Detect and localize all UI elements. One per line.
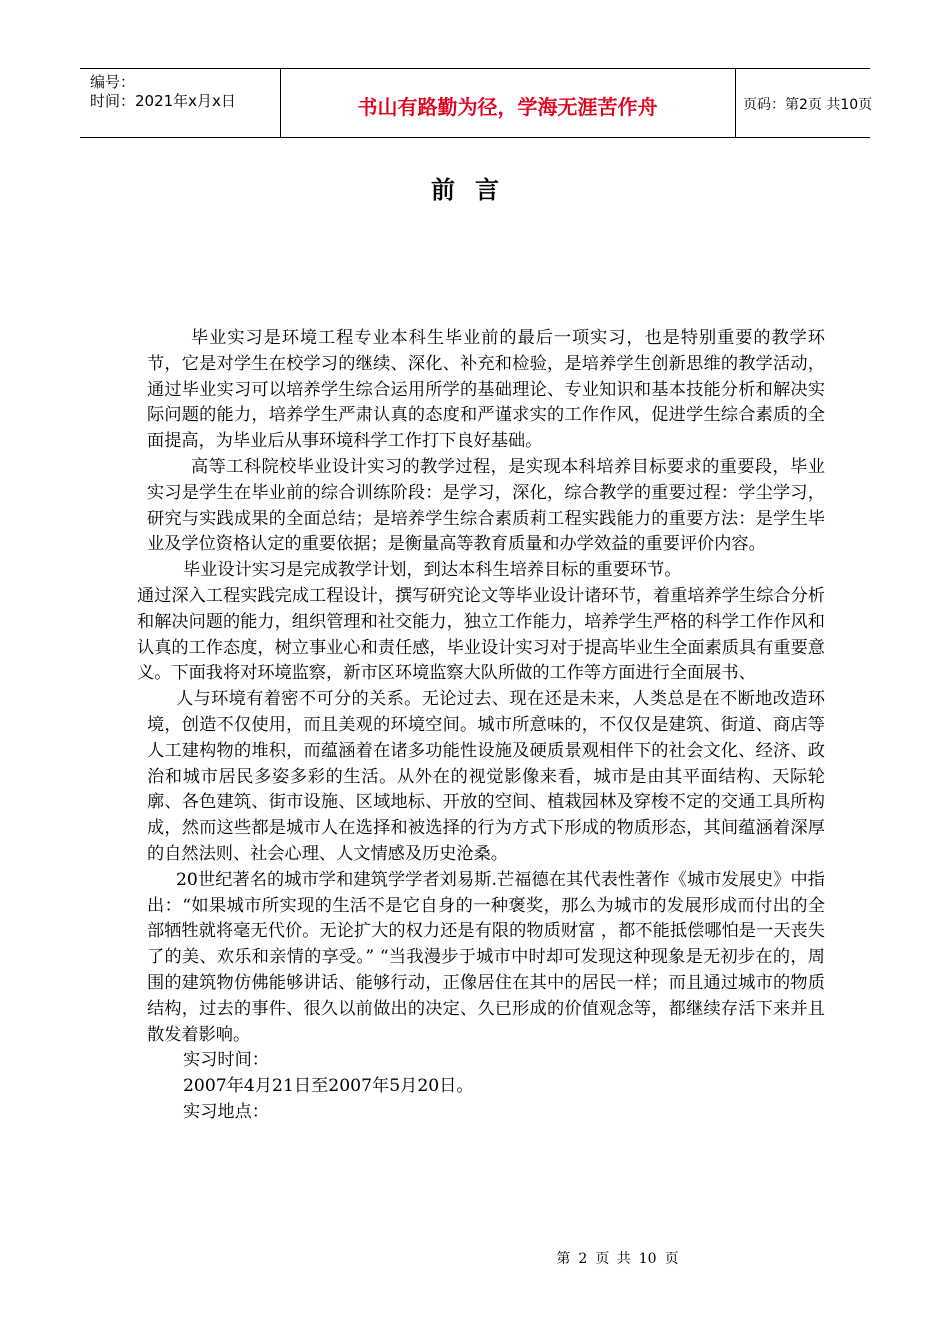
paragraph: 毕业设计实习是完成教学计划，到达本科生培养目标的重要环节。: [183, 560, 682, 581]
paragraph: 人与环境有着密不可分的关系。无论过去、现在还是未来，人类总是在不断地改造环境，创造不仅使用，而且美观的环境空间。城市所意味的，不仅仅是建筑、街道、商店等人工建构物的堆积，而蕴涵着在诸多功能性设施及硬质景观相伴下的社会文化、经济、政治和城市居民多姿多彩的生活。从外在的视觉影像来看，城市是由其平面结构、天际轮廓、各色建筑、街市设施、区域地标、开放的空间、植栽园林及穿梭不定的交通工具所构成，然而这些都是城市人在选择和被选择的行为方式下形成的物质形态，其间蕴涵着深厚的自然法则、社会心理、人文情感及历史沧桑。: [147, 689, 825, 864]
page-header: [80, 68, 873, 138]
page-footer: [0, 1248, 950, 1268]
paragraph: 高等工科院校毕业设计实习的教学过程，是实现本科培养目标要求的重要段，毕业实习是学生在毕业前的综合训练阶段：是学习，深化，综合教学的重要过程：学尘学习，研究与实践成果的全面总结；是培养学生综合素质莉工程实践能力的重要方法：是学生毕业及学位资格认定的重要依据；是衡量高等教育质量和办学效益的重要评价内容。: [147, 456, 825, 555]
header-meta-cell: [80, 69, 281, 137]
header-page-number: 页码：第2页 共10页: [743, 97, 873, 113]
footer-suffix: 页: [664, 1251, 679, 1267]
footer-page: 2: [578, 1251, 588, 1267]
paragraph: 通过深入工程实践完成工程设计，撰写研究论文等毕业设计诸环节，着重培养学生综合分析和解决问题的能力，组织管理和社交能力，独立工作能力，培养学生严格的科学工作作风和认真的工作态度，树立事业心和责任感，毕业设计实习对于提高毕业生全面素质具有重要意义。下面我将对环境监察，新市区环境监察大队所做的工作等方面进行全面展书、: [137, 585, 825, 684]
document-number: 编号：: [90, 73, 136, 91]
internship-location-label: 实习地点：: [183, 1101, 269, 1122]
header-page-cell: [735, 69, 873, 137]
paragraph: 20世纪著名的城市学和建筑学学者刘易斯.芒福德在其代表性著作《城市发展史》中指出：“如果城市所实现的生活不是它自身的一种褒奖，那么为城市的发展形成而付出的全部牺牲就将毫无代价。无论扩大的权力还是有限的物质财富 ，都不能抵偿哪怕是一天丧失了的美、欢乐和亲情的享受。” “当我漫步于城市中时却可发现这种现象是无初步在的，周围的建筑物仿佛能够讲话、能够行动，正像居住在其中的居民一样；而且通过城市的物质结构，过去的事件、很久以前做出的决定、久已形成的价值观念等，都继续存活下来并且散发着影响。: [147, 869, 825, 1045]
header-motto: 书山有路勤为径，学海无涯苦作舟: [357, 95, 658, 119]
header-motto-cell: [280, 69, 736, 137]
document-date: 时间：2021年x月x日: [90, 92, 236, 110]
document-body: [137, 326, 825, 1126]
page-title: 前言: [431, 176, 519, 204]
footer-total: 10: [638, 1251, 657, 1267]
internship-time-value: 2007年4月21日至2007年5月20日。: [183, 1076, 474, 1097]
footer-middle: 页 共: [595, 1251, 631, 1267]
footer-prefix: 第: [556, 1251, 571, 1267]
internship-time-label: 实习时间：: [183, 1050, 269, 1071]
paragraph: 毕业实习是环境工程专业本科生毕业前的最后一项实习，也是特别重要的教学环节，它是对学生在校学习的继续、深化、补充和检验，是培养学生创新思维的教学活动，通过毕业实习可以培养学生综合运用所学的基础理论、专业知识和基本技能分析和解决实际问题的能力，培养学生严肃认真的态度和严谨求实的工作作风，促进学生综合素质的全面提高，为毕业后从事环境科学工作打下良好基础。: [147, 328, 825, 452]
